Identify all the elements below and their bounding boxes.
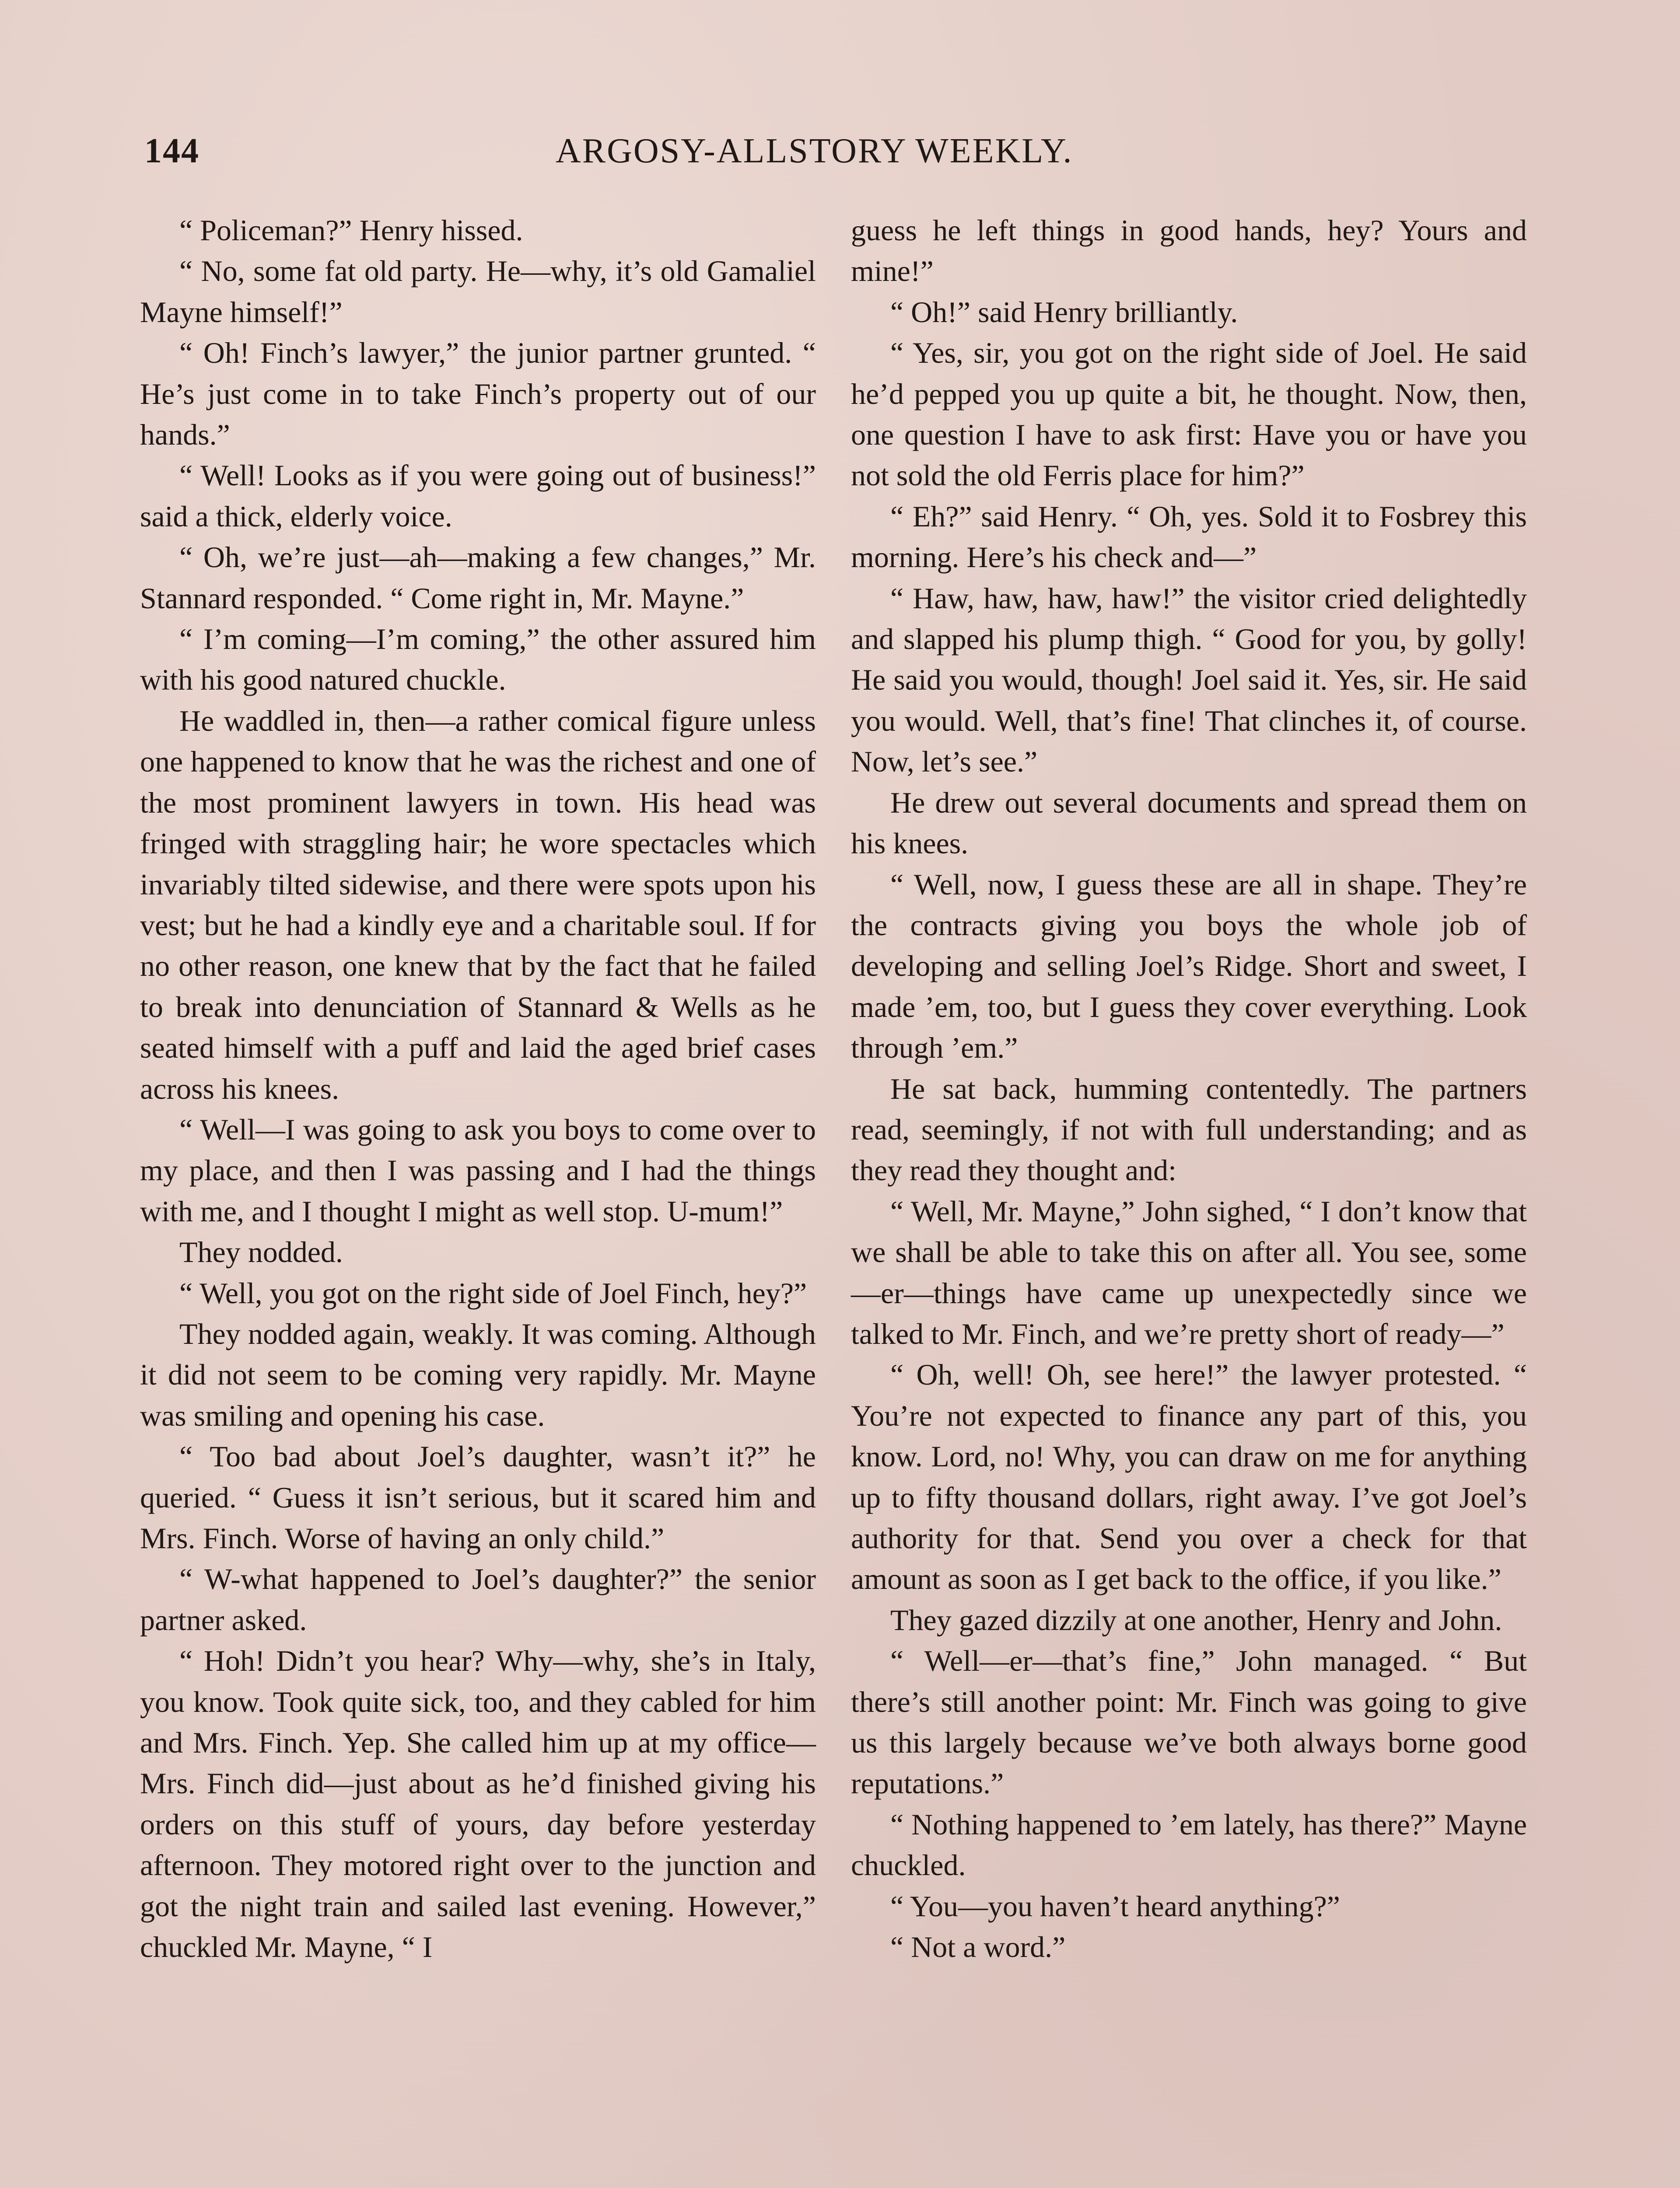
paragraph: He drew out several documents and spread them on his knees. bbox=[851, 785, 1527, 860]
left-column bbox=[140, 210, 816, 1967]
paragraph: “ You—you haven’t heard anything?” bbox=[890, 1889, 1340, 1923]
paragraph: “ Eh?” said Henry. “ Oh, yes. Sold it to Fosbrey this morning. Here’s his check and—” bbox=[851, 499, 1527, 574]
paragraph: They gazed dizzily at one another, Henry and John. bbox=[890, 1603, 1502, 1637]
paragraph: “ Well, Mr. Mayne,” John sighed, “ I don’t know that we shall be able to take this on after all. You see, some—er—things have came up unexpectedly since we talked to Mr. Finch, and we’re pretty short of ready—” bbox=[851, 1194, 1527, 1350]
page-number: 144 bbox=[144, 132, 200, 170]
paragraph: “ Well! Looks as if you were going out of business!” said a thick, elderly voice. bbox=[140, 459, 816, 533]
paragraph: “ Well, now, I guess these are all in shape. They’re the contracts giving you boys the whole job of developing and selling Joel’s Ridge. Short and sweet, I made ’em, too, but I guess they cover everything. Look through ’em.” bbox=[851, 867, 1527, 1065]
paragraph: He waddled in, then—a rather comical figure unless one happened to know that he was the richest and one of the most prominent lawyers in town. His head was fringed with straggling hair; he wore spectacles which invariably tilted sidewise, and there were spots upon his vest; but he had a kindly eye and a charitable soul. If for no other reason, one knew that by the fact that he failed to break into denunciation of Stannard & Wells as he seated himself with a puff and laid the aged brief cases across his knees. bbox=[140, 704, 816, 1105]
paragraph: “ I’m coming—I’m coming,” the other assured him with his good natured chuckle. bbox=[140, 622, 816, 697]
paragraph: “ Well, you got on the right side of Joel Finch, hey?” bbox=[179, 1276, 807, 1310]
paragraph: “ W-what happened to Joel’s daughter?” the senior partner asked. bbox=[140, 1562, 816, 1637]
paragraph: “ Oh! Finch’s lawyer,” the junior partner grunted. “ He’s just come in to take Finch’s property out of our hands.” bbox=[140, 336, 816, 452]
paragraph: He sat back, humming contentedly. The partners read, seemingly, if not with full understanding; and as they read they thought and: bbox=[851, 1072, 1527, 1187]
paragraph: “ Nothing happened to ’em lately, has there?” Mayne chuckled. bbox=[851, 1807, 1527, 1882]
paragraph: “ Yes, sir, you got on the right side of Joel. He said he’d pepped you up quite a bit, he thought. Now, then, one question I have to ask first: Have you or have you not sold the old Ferris place for him?” bbox=[851, 336, 1527, 492]
paragraph: “ No, some fat old party. He—why, it’s old Gamaliel Mayne himself!” bbox=[140, 254, 816, 329]
paragraph: “ Haw, haw, haw, haw!” the visitor cried delightedly and slapped his plump thigh. “ Good for you, by golly! He said you would, though! Joel said it. Yes, sir. He said you would. Well, that’s fine! That clinches it, of course. Now, let’s see.” bbox=[851, 581, 1527, 778]
paragraph: “ Oh, well! Oh, see here!” the lawyer protested. “ You’re not expected to finance any part of this, you know. Lord, no! Why, you can draw on me for anything up to fifty thousand dollars, right away. I’ve got Joel’s authority for that. Send you over a check for that amount as soon as I get back to the office, if you like.” bbox=[851, 1358, 1527, 1596]
paragraph: “ Too bad about Joel’s daughter, wasn’t it?” he queried. “ Guess it isn’t serious, but it scared him and Mrs. Finch. Worse of having an only child.” bbox=[140, 1440, 816, 1555]
paragraph: “ Hoh! Didn’t you hear? Why—why, she’s in Italy, you know. Took quite sick, too, and they cabled for him and Mrs. Finch. Yep. She called him up at my office—Mrs. Finch did—just about as he’d finished giving his orders on this stuff of yours, day before yesterday afternoon. They motored right over to the junction and got the night train and sailed last evening. However,” chuckled Mr. Mayne, “ I bbox=[140, 1644, 816, 1964]
paragraph: “ Oh!” said Henry brilliantly. bbox=[890, 295, 1238, 329]
paragraph: “ Policeman?” Henry hissed. bbox=[179, 214, 523, 247]
paragraph-continuation: guess he left things in good hands, hey? Yours and mine!” bbox=[851, 214, 1527, 288]
running-header bbox=[144, 131, 1107, 184]
running-title: ARGOSY-ALLSTORY WEEKLY. bbox=[556, 132, 1073, 170]
paragraph: They nodded again, weakly. It was coming. Although it did not seem to be coming very rapidly. Mr. Mayne was smiling and opening his case. bbox=[140, 1317, 816, 1432]
paragraph: They nodded. bbox=[179, 1235, 343, 1269]
right-column bbox=[851, 210, 1527, 1967]
paragraph: “ Well—er—that’s fine,” John managed. “ But there’s still another point: Mr. Finch was going to give us this largely because we’ve both always borne good reputations.” bbox=[851, 1644, 1527, 1800]
paragraph: “ Oh, we’re just—ah—making a few changes,” Mr. Stannard responded. “ Come right in, Mr. Mayne.” bbox=[140, 540, 816, 615]
paragraph: “ Well—I was going to ask you boys to come over to my place, and then I was passing and I had the things with me, and I thought I might as well stop. U-mum!” bbox=[140, 1112, 816, 1228]
paragraph: “ Not a word.” bbox=[890, 1930, 1066, 1964]
